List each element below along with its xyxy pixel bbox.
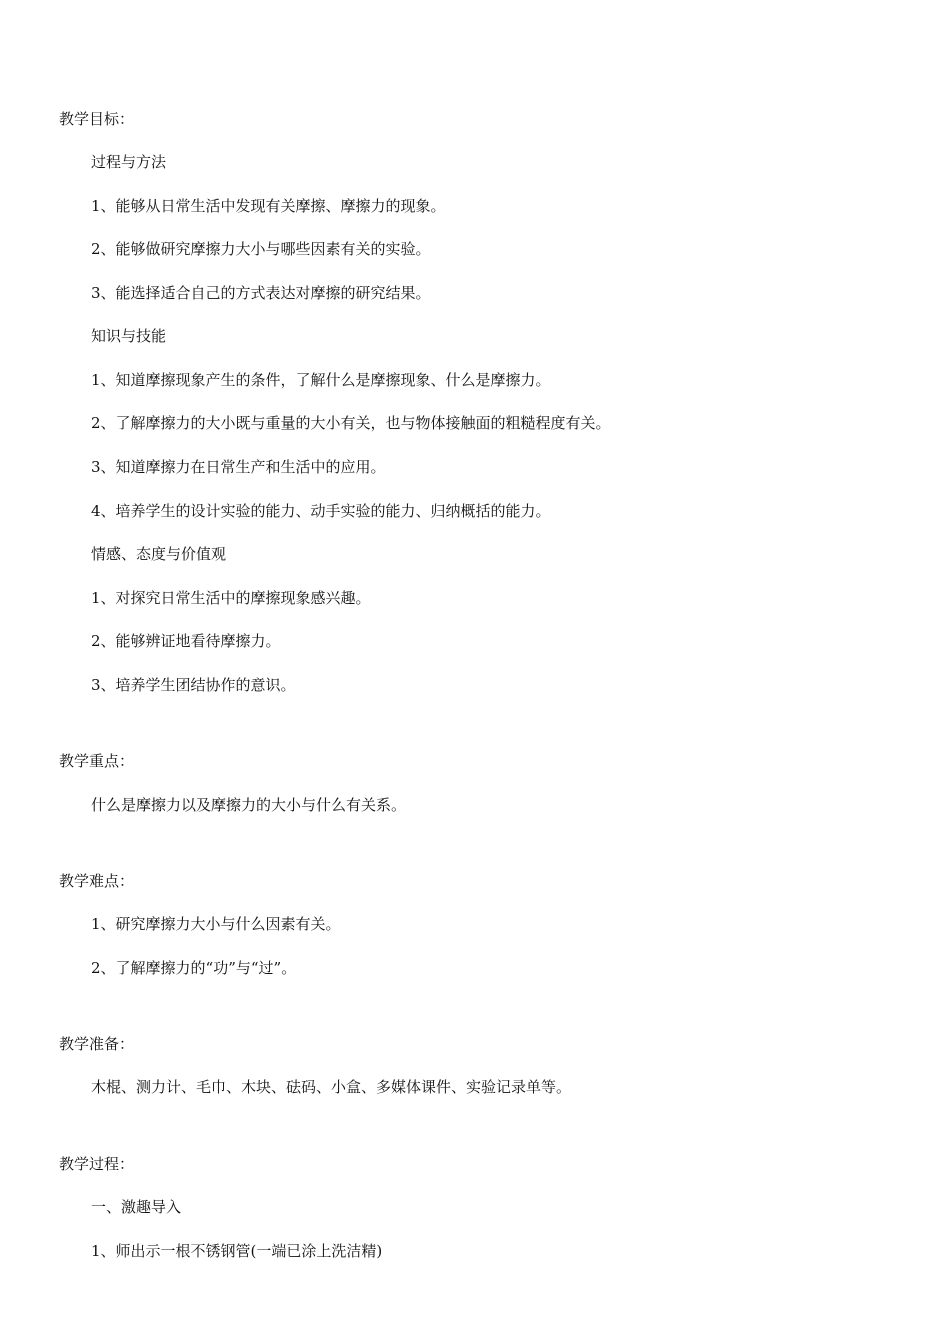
difficulty-item-1: 1、研究摩擦力大小与什么因素有关。	[91, 915, 341, 933]
process-item-3: 3、能选择适合自己的方式表达对摩擦的研究结果。	[91, 284, 431, 302]
attitude-item-2: 2、能够辨证地看待摩擦力。	[91, 632, 281, 650]
knowledge-skill-title: 知识与技能	[91, 327, 167, 345]
knowledge-item-2: 2、了解摩擦力的大小既与重量的大小有关，也与物体接触面的粗糙程度有关。	[91, 414, 611, 432]
attitude-item-1: 1、对探究日常生活中的摩擦现象感兴趣。	[91, 589, 371, 607]
process-item-1: 1、能够从日常生活中发现有关摩擦、摩擦力的现象。	[91, 197, 446, 215]
difficulties-heading: 教学难点：	[59, 872, 135, 890]
key-points-heading: 教学重点：	[59, 752, 135, 770]
attitude-title: 情感、态度与价值观	[91, 545, 227, 563]
process-item-2: 2、能够做研究摩擦力大小与哪些因素有关的实验。	[91, 240, 431, 258]
process-section-1-item-1: 1、师出示一根不锈钢管(一端已涂上洗洁精)	[91, 1242, 383, 1260]
process-section-1-title: 一、激趣导入	[91, 1198, 182, 1216]
knowledge-item-4: 4、培养学生的设计实验的能力、动手实验的能力、归纳概括的能力。	[91, 502, 551, 520]
process-method-title: 过程与方法	[91, 153, 167, 171]
preparation-text: 木棍、测力计、毛巾、木块、砝码、小盒、多媒体课件、实验记录单等。	[91, 1078, 572, 1096]
knowledge-item-1: 1、知道摩擦现象产生的条件，了解什么是摩擦现象、什么是摩擦力。	[91, 371, 551, 389]
difficulty-item-2: 2、了解摩擦力的“功”与“过”。	[91, 959, 297, 977]
knowledge-item-3: 3、知道摩擦力在日常生产和生活中的应用。	[91, 458, 386, 476]
process-heading: 教学过程：	[59, 1155, 135, 1173]
preparation-heading: 教学准备：	[59, 1035, 135, 1053]
attitude-item-3: 3、培养学生团结协作的意识。	[91, 676, 296, 694]
key-points-text: 什么是摩擦力以及摩擦力的大小与什么有关系。	[91, 796, 407, 814]
goals-heading: 教学目标：	[59, 110, 135, 128]
